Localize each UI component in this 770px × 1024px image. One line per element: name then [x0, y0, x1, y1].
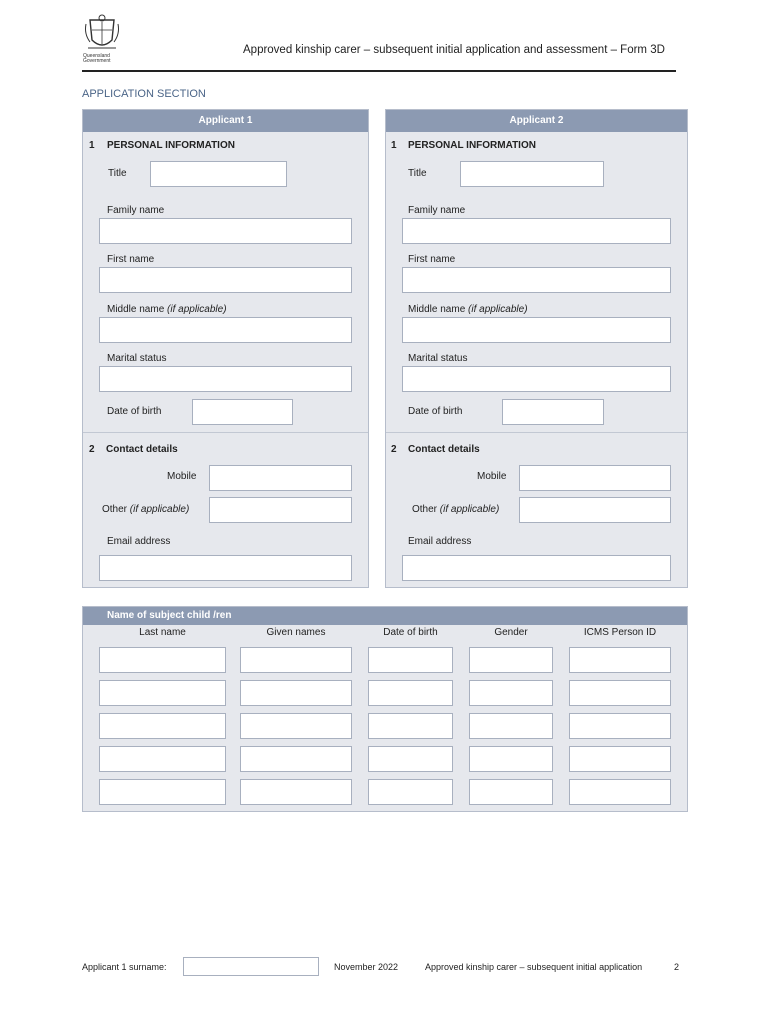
- dob-label: Date of birth: [107, 406, 162, 417]
- child-icms-id-field[interactable]: [569, 680, 671, 706]
- applicant-2-marital-status-field[interactable]: [402, 366, 671, 392]
- applicant-2-title-field[interactable]: [460, 161, 604, 187]
- child-icms-id-field[interactable]: [569, 779, 671, 805]
- column-header-given-names: Given names: [266, 627, 326, 638]
- child-gender-field[interactable]: [469, 713, 553, 739]
- child-gender-field[interactable]: [469, 746, 553, 772]
- applicant-1-mobile-field[interactable]: [209, 465, 352, 491]
- applicant-1-title-field[interactable]: [150, 161, 287, 187]
- child-icms-id-field[interactable]: [569, 746, 671, 772]
- applicant-1-middle-name-field[interactable]: [99, 317, 352, 343]
- email-label: Email address: [408, 536, 472, 547]
- child-given-names-field[interactable]: [240, 779, 352, 805]
- applicant-1-surname-footer-field[interactable]: [183, 957, 319, 976]
- email-label: Email address: [107, 536, 171, 547]
- column-header-icms-person-id: ICMS Person ID: [583, 627, 657, 638]
- personal-info-number: 1: [89, 140, 95, 151]
- child-gender-field[interactable]: [469, 779, 553, 805]
- footer-surname-label: Applicant 1 surname:: [82, 962, 167, 972]
- personal-info-heading: PERSONAL INFORMATION: [408, 140, 536, 151]
- header-rule: [82, 70, 676, 72]
- applicant-2-email-field[interactable]: [402, 555, 671, 581]
- contact-heading: Contact details: [106, 444, 178, 455]
- child-dob-field[interactable]: [368, 647, 453, 673]
- child-given-names-field[interactable]: [240, 680, 352, 706]
- marital-status-label: Marital status: [107, 353, 167, 364]
- applicant-1-family-name-field[interactable]: [99, 218, 352, 244]
- child-gender-field[interactable]: [469, 647, 553, 673]
- child-last-name-field[interactable]: [99, 746, 226, 772]
- applicant-2-other-phone-field[interactable]: [519, 497, 671, 523]
- child-dob-field[interactable]: [368, 779, 453, 805]
- title-label: Title: [108, 168, 127, 179]
- logo-text: Queensland Government: [83, 53, 111, 64]
- applicant-1-marital-status-field[interactable]: [99, 366, 352, 392]
- footer-doc-title: Approved kinship carer – subsequent initial application: [425, 962, 643, 972]
- child-dob-field[interactable]: [368, 713, 453, 739]
- subject-children-heading: Name of subject child /ren: [83, 607, 687, 625]
- child-last-name-field[interactable]: [99, 647, 226, 673]
- first-name-label: First name: [408, 254, 456, 265]
- child-icms-id-field[interactable]: [569, 647, 671, 673]
- first-name-label: First name: [107, 254, 155, 265]
- personal-info-heading: PERSONAL INFORMATION: [107, 140, 235, 151]
- family-name-label: Family name: [107, 205, 165, 216]
- other-label: Other (if applicable): [412, 504, 500, 515]
- mobile-label: Mobile: [477, 471, 507, 482]
- family-name-label: Family name: [408, 205, 466, 216]
- section-divider: [386, 432, 687, 433]
- page-number: 2: [674, 962, 680, 972]
- child-given-names-field[interactable]: [240, 713, 352, 739]
- applicant-2-dob-field[interactable]: [502, 399, 604, 425]
- section-divider: [83, 432, 368, 433]
- applicant-1-email-field[interactable]: [99, 555, 352, 581]
- child-given-names-field[interactable]: [240, 746, 352, 772]
- applicant-2-middle-name-field[interactable]: [402, 317, 671, 343]
- marital-status-label: Marital status: [408, 353, 468, 364]
- personal-info-number: 1: [391, 140, 397, 151]
- form-title: Approved kinship carer – subsequent initial application and assessment – Form 3D: [243, 44, 665, 56]
- applicant-2-first-name-field[interactable]: [402, 267, 671, 293]
- applicant-1-dob-field[interactable]: [192, 399, 293, 425]
- applicant-2-mobile-field[interactable]: [519, 465, 671, 491]
- child-dob-field[interactable]: [368, 680, 453, 706]
- child-icms-id-field[interactable]: [569, 713, 671, 739]
- column-header-last-name: Last name: [139, 627, 186, 638]
- column-header-gender: Gender: [494, 627, 528, 638]
- middle-name-label: Middle name (if applicable): [107, 304, 227, 315]
- applicant-2-heading: Applicant 2: [386, 110, 687, 132]
- contact-number: 2: [391, 444, 397, 455]
- contact-heading: Contact details: [408, 444, 480, 455]
- title-label: Title: [408, 168, 427, 179]
- middle-name-label: Middle name (if applicable): [408, 304, 528, 315]
- applicant-1-first-name-field[interactable]: [99, 267, 352, 293]
- child-last-name-field[interactable]: [99, 779, 226, 805]
- column-header-date-of-birth: Date of birth: [383, 627, 438, 638]
- section-title: APPLICATION SECTION: [82, 88, 206, 100]
- applicant-2-family-name-field[interactable]: [402, 218, 671, 244]
- applicant-1-other-phone-field[interactable]: [209, 497, 352, 523]
- child-gender-field[interactable]: [469, 680, 553, 706]
- footer-date: November 2022: [334, 962, 399, 972]
- child-given-names-field[interactable]: [240, 647, 352, 673]
- other-label: Other (if applicable): [102, 504, 190, 515]
- mobile-label: Mobile: [167, 471, 197, 482]
- child-last-name-field[interactable]: [99, 713, 226, 739]
- dob-label: Date of birth: [408, 406, 463, 417]
- contact-number: 2: [89, 444, 95, 455]
- child-last-name-field[interactable]: [99, 680, 226, 706]
- applicant-1-heading: Applicant 1: [83, 110, 368, 132]
- child-dob-field[interactable]: [368, 746, 453, 772]
